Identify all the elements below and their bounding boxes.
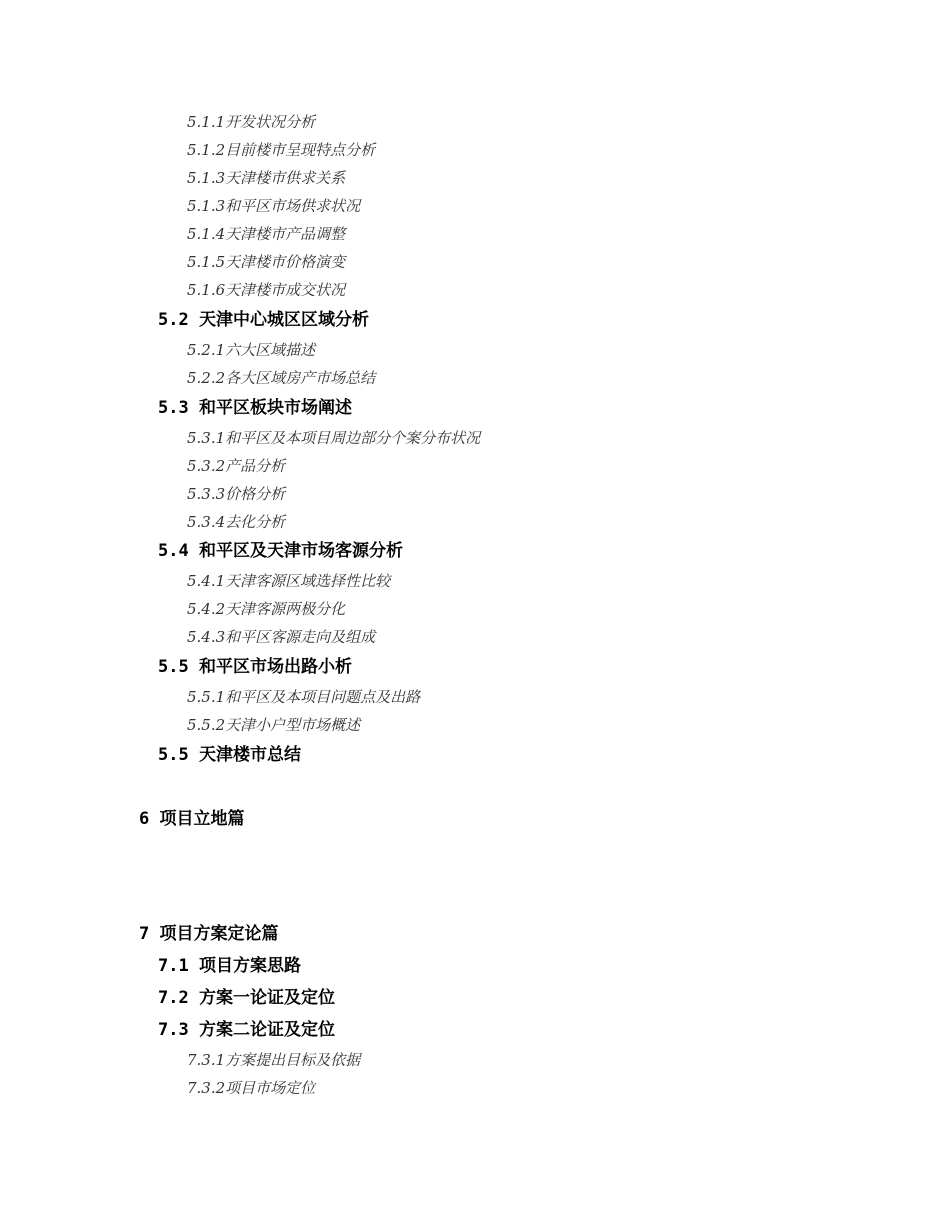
toc-chapter-6: 6 项目立地篇: [139, 809, 245, 829]
toc-entry-5-5-2: 5.5.2天津小户型市场概述: [187, 716, 361, 734]
toc-entry-5-3-1: 5.3.1和平区及本项目周边部分个案分布状况: [187, 429, 481, 447]
toc-entry-5-3-4: 5.3.4去化分析: [187, 513, 286, 531]
toc-entry-5-5-1: 5.5.1和平区及本项目问题点及出路: [187, 688, 421, 706]
toc-entry-5-1-3-b: 5.1.3和平区市场供求状况: [187, 197, 361, 215]
toc-entry-5-3-2: 5.3.2产品分析: [187, 457, 286, 475]
toc-entry-5-1-4: 5.1.4天津楼市产品调整: [187, 225, 346, 243]
toc-entry-5-4-2: 5.4.2天津客源两极分化: [187, 600, 346, 618]
toc-heading-7-1: 7.1 项目方案思路: [158, 956, 301, 976]
toc-entry-5-1-5: 5.1.5天津楼市价格演变: [187, 253, 346, 271]
toc-heading-7-3: 7.3 方案二论证及定位: [158, 1020, 335, 1040]
toc-entry-5-1-1: 5.1.1开发状况分析: [187, 113, 316, 131]
toc-heading-5-2: 5.2 天津中心城区区域分析: [158, 310, 369, 330]
toc-entry-5-2-2: 5.2.2各大区域房产市场总结: [187, 369, 376, 387]
toc-entry-5-4-3: 5.4.3和平区客源走向及组成: [187, 628, 376, 646]
toc-heading-5-4: 5.4 和平区及天津市场客源分析: [158, 541, 403, 561]
toc-entry-5-2-1: 5.2.1六大区域描述: [187, 341, 316, 359]
toc-entry-5-1-3-a: 5.1.3天津楼市供求关系: [187, 169, 346, 187]
toc-heading-5-3: 5.3 和平区板块市场阐述: [158, 398, 352, 418]
toc-entry-7-3-2: 7.3.2项目市场定位: [187, 1079, 316, 1097]
toc-heading-5-5-a: 5.5 和平区市场出路小析: [158, 657, 352, 677]
toc-heading-5-5-b: 5.5 天津楼市总结: [158, 745, 301, 765]
toc-entry-5-1-6: 5.1.6天津楼市成交状况: [187, 281, 346, 299]
toc-entry-5-4-1: 5.4.1天津客源区域选择性比较: [187, 572, 391, 590]
toc-chapter-7: 7 项目方案定论篇: [139, 924, 279, 944]
toc-entry-5-1-2: 5.1.2目前楼市呈现特点分析: [187, 141, 376, 159]
toc-heading-7-2: 7.2 方案一论证及定位: [158, 988, 335, 1008]
toc-entry-5-3-3: 5.3.3价格分析: [187, 485, 286, 503]
toc-entry-7-3-1: 7.3.1方案提出目标及依据: [187, 1051, 361, 1069]
